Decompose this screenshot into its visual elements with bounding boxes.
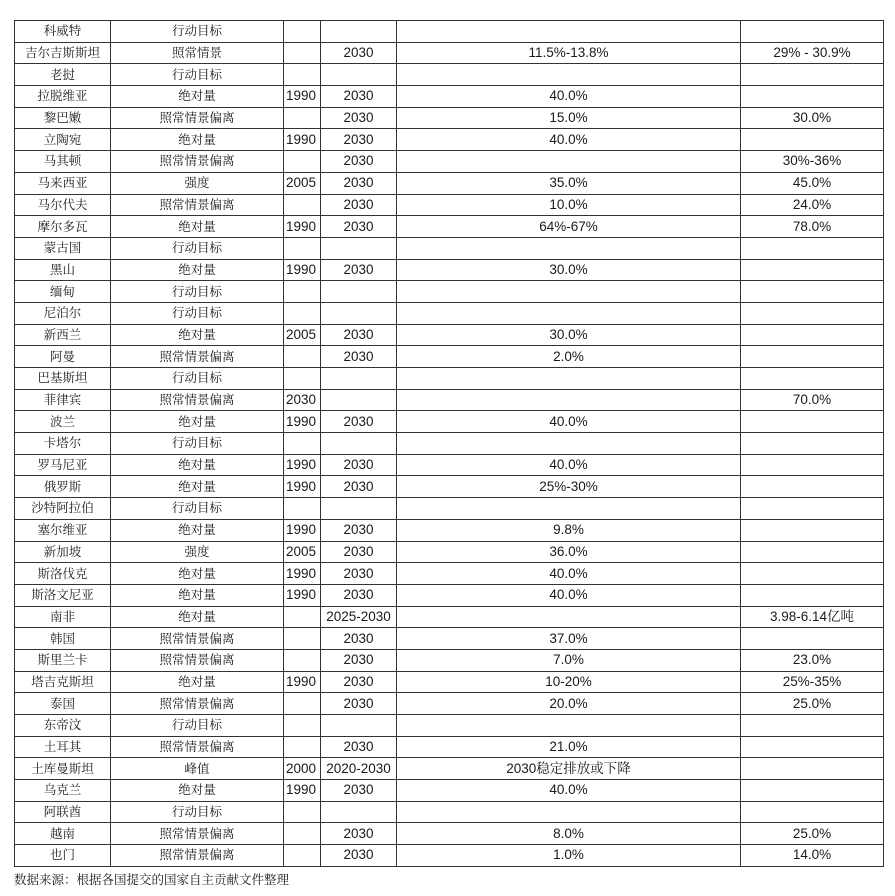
target-year-cell — [321, 715, 397, 737]
unconditional-target-cell: 1.0% — [397, 845, 741, 867]
base-year-cell — [284, 368, 321, 390]
target-year-cell: 2030 — [321, 693, 397, 715]
target-year-cell: 2020-2030 — [321, 758, 397, 780]
unconditional-target-cell: 40.0% — [397, 454, 741, 476]
target-type-cell: 绝对量 — [111, 671, 284, 693]
table-row — [15, 64, 884, 86]
table-row — [15, 606, 884, 628]
conditional-target-cell — [741, 758, 884, 780]
target-year-cell — [321, 498, 397, 520]
target-type-cell: 绝对量 — [111, 86, 284, 108]
base-year-cell: 1990 — [284, 129, 321, 151]
country-cell: 波兰 — [15, 411, 111, 433]
table-row — [15, 649, 884, 671]
target-type-cell: 照常情景偏离 — [111, 346, 284, 368]
table-row — [15, 693, 884, 715]
base-year-cell: 2030 — [284, 389, 321, 411]
base-year-cell — [284, 281, 321, 303]
base-year-cell: 2005 — [284, 541, 321, 563]
target-type-cell: 行动目标 — [111, 64, 284, 86]
base-year-cell: 2005 — [284, 172, 321, 194]
country-cell: 立陶宛 — [15, 129, 111, 151]
table-row — [15, 801, 884, 823]
target-year-cell: 2030 — [321, 324, 397, 346]
target-type-cell: 照常情景偏离 — [111, 628, 284, 650]
country-cell: 韩国 — [15, 628, 111, 650]
conditional-target-cell: 25.0% — [741, 823, 884, 845]
unconditional-target-cell — [397, 801, 741, 823]
table-row — [15, 107, 884, 129]
target-year-cell: 2030 — [321, 563, 397, 585]
country-cell: 摩尔多瓦 — [15, 216, 111, 238]
table-row — [15, 86, 884, 108]
unconditional-target-cell: 40.0% — [397, 411, 741, 433]
table-row — [15, 541, 884, 563]
unconditional-target-cell — [397, 64, 741, 86]
country-cell: 乌克兰 — [15, 780, 111, 802]
country-cell: 黎巴嫩 — [15, 107, 111, 129]
target-year-cell: 2030 — [321, 129, 397, 151]
base-year-cell: 1990 — [284, 259, 321, 281]
base-year-cell — [284, 606, 321, 628]
base-year-cell: 1990 — [284, 780, 321, 802]
table-row — [15, 563, 884, 585]
country-cell: 巴基斯坦 — [15, 368, 111, 390]
unconditional-target-cell: 30.0% — [397, 259, 741, 281]
conditional-target-cell — [741, 563, 884, 585]
conditional-target-cell — [741, 346, 884, 368]
table-row — [15, 151, 884, 173]
unconditional-target-cell: 10.0% — [397, 194, 741, 216]
table-row — [15, 129, 884, 151]
unconditional-target-cell — [397, 606, 741, 628]
base-year-cell: 1990 — [284, 563, 321, 585]
country-cell: 斯洛伐克 — [15, 563, 111, 585]
target-year-cell: 2030 — [321, 845, 397, 867]
conditional-target-cell — [741, 780, 884, 802]
target-type-cell: 照常情景偏离 — [111, 389, 284, 411]
target-type-cell: 行动目标 — [111, 21, 284, 43]
table-row — [15, 584, 884, 606]
target-year-cell — [321, 302, 397, 324]
country-cell: 马尔代夫 — [15, 194, 111, 216]
target-year-cell: 2030 — [321, 454, 397, 476]
table-row — [15, 302, 884, 324]
target-type-cell: 绝对量 — [111, 411, 284, 433]
unconditional-target-cell: 25%-30% — [397, 476, 741, 498]
target-type-cell: 行动目标 — [111, 433, 284, 455]
target-year-cell — [321, 64, 397, 86]
table-row — [15, 194, 884, 216]
target-year-cell: 2030 — [321, 107, 397, 129]
table-row — [15, 758, 884, 780]
target-year-cell — [321, 281, 397, 303]
unconditional-target-cell — [397, 281, 741, 303]
base-year-cell — [284, 628, 321, 650]
country-cell: 菲律宾 — [15, 389, 111, 411]
base-year-cell — [284, 302, 321, 324]
table-row — [15, 845, 884, 867]
target-year-cell — [321, 21, 397, 43]
table-row — [15, 42, 884, 64]
conditional-target-cell: 25.0% — [741, 693, 884, 715]
base-year-cell: 1990 — [284, 411, 321, 433]
conditional-target-cell — [741, 736, 884, 758]
unconditional-target-cell: 21.0% — [397, 736, 741, 758]
target-year-cell: 2030 — [321, 151, 397, 173]
country-cell: 斯里兰卡 — [15, 649, 111, 671]
base-year-cell — [284, 823, 321, 845]
table-row — [15, 172, 884, 194]
unconditional-target-cell: 20.0% — [397, 693, 741, 715]
target-year-cell — [321, 801, 397, 823]
target-year-cell: 2030 — [321, 216, 397, 238]
target-type-cell: 行动目标 — [111, 368, 284, 390]
base-year-cell — [284, 21, 321, 43]
conditional-target-cell — [741, 433, 884, 455]
target-year-cell: 2030 — [321, 649, 397, 671]
table-row — [15, 671, 884, 693]
table-row — [15, 389, 884, 411]
country-cell: 东帝汶 — [15, 715, 111, 737]
source-note: 数据来源：根据各国提交的国家自主贡献文件整理 — [14, 872, 290, 887]
conditional-target-cell — [741, 715, 884, 737]
base-year-cell — [284, 498, 321, 520]
target-type-cell: 绝对量 — [111, 324, 284, 346]
unconditional-target-cell — [397, 715, 741, 737]
country-cell: 阿联酋 — [15, 801, 111, 823]
conditional-target-cell — [741, 64, 884, 86]
conditional-target-cell: 14.0% — [741, 845, 884, 867]
base-year-cell: 1990 — [284, 519, 321, 541]
table-row — [15, 324, 884, 346]
target-type-cell: 照常情景偏离 — [111, 649, 284, 671]
target-type-cell: 绝对量 — [111, 606, 284, 628]
country-cell: 科威特 — [15, 21, 111, 43]
conditional-target-cell — [741, 476, 884, 498]
conditional-target-cell — [741, 454, 884, 476]
unconditional-target-cell: 7.0% — [397, 649, 741, 671]
country-cell: 罗马尼亚 — [15, 454, 111, 476]
table-row — [15, 628, 884, 650]
target-year-cell: 2030 — [321, 823, 397, 845]
target-year-cell: 2030 — [321, 541, 397, 563]
base-year-cell: 1990 — [284, 584, 321, 606]
target-type-cell: 绝对量 — [111, 519, 284, 541]
unconditional-target-cell: 37.0% — [397, 628, 741, 650]
conditional-target-cell: 3.98-6.14亿吨 — [741, 606, 884, 628]
unconditional-target-cell: 40.0% — [397, 563, 741, 585]
base-year-cell: 2000 — [284, 758, 321, 780]
target-year-cell: 2030 — [321, 584, 397, 606]
base-year-cell — [284, 736, 321, 758]
table-row — [15, 476, 884, 498]
target-year-cell — [321, 433, 397, 455]
conditional-target-cell: 24.0% — [741, 194, 884, 216]
conditional-target-cell — [741, 801, 884, 823]
target-type-cell: 绝对量 — [111, 216, 284, 238]
target-year-cell: 2030 — [321, 194, 397, 216]
unconditional-target-cell — [397, 368, 741, 390]
base-year-cell: 2005 — [284, 324, 321, 346]
table-row — [15, 519, 884, 541]
conditional-target-cell: 23.0% — [741, 649, 884, 671]
table-row — [15, 237, 884, 259]
table-row — [15, 216, 884, 238]
table-row — [15, 21, 884, 43]
base-year-cell — [284, 64, 321, 86]
conditional-target-cell — [741, 86, 884, 108]
target-type-cell: 绝对量 — [111, 129, 284, 151]
base-year-cell — [284, 433, 321, 455]
base-year-cell — [284, 151, 321, 173]
target-type-cell: 照常情景偏离 — [111, 151, 284, 173]
target-type-cell: 行动目标 — [111, 801, 284, 823]
target-type-cell: 峰值 — [111, 758, 284, 780]
target-year-cell: 2030 — [321, 628, 397, 650]
conditional-target-cell — [741, 302, 884, 324]
target-year-cell — [321, 389, 397, 411]
target-year-cell: 2030 — [321, 86, 397, 108]
country-cell: 阿曼 — [15, 346, 111, 368]
unconditional-target-cell: 8.0% — [397, 823, 741, 845]
table-row — [15, 411, 884, 433]
conditional-target-cell — [741, 237, 884, 259]
unconditional-target-cell — [397, 389, 741, 411]
target-year-cell: 2030 — [321, 346, 397, 368]
country-cell: 越南 — [15, 823, 111, 845]
table-row — [15, 433, 884, 455]
target-type-cell: 照常情景偏离 — [111, 693, 284, 715]
country-cell: 缅甸 — [15, 281, 111, 303]
unconditional-target-cell: 35.0% — [397, 172, 741, 194]
table-row — [15, 259, 884, 281]
target-type-cell: 行动目标 — [111, 302, 284, 324]
target-year-cell: 2030 — [321, 736, 397, 758]
base-year-cell — [284, 237, 321, 259]
unconditional-target-cell: 10-20% — [397, 671, 741, 693]
target-type-cell: 行动目标 — [111, 281, 284, 303]
target-year-cell: 2030 — [321, 476, 397, 498]
conditional-target-cell — [741, 368, 884, 390]
country-cell: 俄罗斯 — [15, 476, 111, 498]
target-type-cell: 照常情景 — [111, 42, 284, 64]
conditional-target-cell — [741, 281, 884, 303]
target-type-cell: 强度 — [111, 541, 284, 563]
target-type-cell: 照常情景偏离 — [111, 194, 284, 216]
country-cell: 新西兰 — [15, 324, 111, 346]
country-cell: 土库曼斯坦 — [15, 758, 111, 780]
unconditional-target-cell: 2.0% — [397, 346, 741, 368]
base-year-cell — [284, 845, 321, 867]
country-cell: 泰国 — [15, 693, 111, 715]
unconditional-target-cell: 40.0% — [397, 129, 741, 151]
country-cell: 马其顿 — [15, 151, 111, 173]
country-cell: 土耳其 — [15, 736, 111, 758]
target-year-cell: 2030 — [321, 780, 397, 802]
ndc-target-table — [14, 20, 884, 867]
country-cell: 塞尔维亚 — [15, 519, 111, 541]
conditional-target-cell — [741, 411, 884, 433]
target-type-cell: 照常情景偏离 — [111, 845, 284, 867]
table-row — [15, 736, 884, 758]
base-year-cell — [284, 715, 321, 737]
unconditional-target-cell: 40.0% — [397, 584, 741, 606]
table-row — [15, 454, 884, 476]
country-cell: 斯洛文尼亚 — [15, 584, 111, 606]
country-cell: 黑山 — [15, 259, 111, 281]
conditional-target-cell: 25%-35% — [741, 671, 884, 693]
base-year-cell — [284, 107, 321, 129]
target-type-cell: 绝对量 — [111, 454, 284, 476]
conditional-target-cell — [741, 628, 884, 650]
target-year-cell: 2030 — [321, 42, 397, 64]
country-cell: 老挝 — [15, 64, 111, 86]
base-year-cell — [284, 801, 321, 823]
base-year-cell — [284, 649, 321, 671]
unconditional-target-cell — [397, 498, 741, 520]
target-year-cell: 2025-2030 — [321, 606, 397, 628]
table-body — [15, 21, 884, 867]
target-type-cell: 照常情景偏离 — [111, 823, 284, 845]
conditional-target-cell: 30.0% — [741, 107, 884, 129]
unconditional-target-cell — [397, 302, 741, 324]
unconditional-target-cell — [397, 433, 741, 455]
conditional-target-cell: 29% - 30.9% — [741, 42, 884, 64]
target-year-cell: 2030 — [321, 519, 397, 541]
unconditional-target-cell: 64%-67% — [397, 216, 741, 238]
conditional-target-cell: 78.0% — [741, 216, 884, 238]
target-type-cell: 绝对量 — [111, 563, 284, 585]
table-row — [15, 368, 884, 390]
target-year-cell: 2030 — [321, 172, 397, 194]
target-type-cell: 绝对量 — [111, 780, 284, 802]
country-cell: 马来西亚 — [15, 172, 111, 194]
target-type-cell: 绝对量 — [111, 584, 284, 606]
unconditional-target-cell: 2030稳定排放或下降 — [397, 758, 741, 780]
country-cell: 南非 — [15, 606, 111, 628]
base-year-cell: 1990 — [284, 671, 321, 693]
unconditional-target-cell — [397, 21, 741, 43]
country-cell: 尼泊尔 — [15, 302, 111, 324]
target-type-cell: 行动目标 — [111, 237, 284, 259]
country-cell: 拉脱维亚 — [15, 86, 111, 108]
base-year-cell — [284, 194, 321, 216]
table-row — [15, 823, 884, 845]
unconditional-target-cell: 40.0% — [397, 780, 741, 802]
target-type-cell: 绝对量 — [111, 476, 284, 498]
base-year-cell — [284, 693, 321, 715]
conditional-target-cell — [741, 541, 884, 563]
table-row — [15, 281, 884, 303]
country-cell: 也门 — [15, 845, 111, 867]
conditional-target-cell: 70.0% — [741, 389, 884, 411]
conditional-target-cell: 45.0% — [741, 172, 884, 194]
target-type-cell: 行动目标 — [111, 498, 284, 520]
table-row — [15, 780, 884, 802]
target-type-cell: 照常情景偏离 — [111, 107, 284, 129]
base-year-cell: 1990 — [284, 454, 321, 476]
conditional-target-cell: 30%-36% — [741, 151, 884, 173]
target-type-cell: 绝对量 — [111, 259, 284, 281]
target-type-cell: 强度 — [111, 172, 284, 194]
target-year-cell — [321, 368, 397, 390]
target-type-cell: 照常情景偏离 — [111, 736, 284, 758]
country-cell: 塔吉克斯坦 — [15, 671, 111, 693]
conditional-target-cell — [741, 129, 884, 151]
base-year-cell: 1990 — [284, 216, 321, 238]
unconditional-target-cell: 36.0% — [397, 541, 741, 563]
target-year-cell — [321, 237, 397, 259]
target-type-cell: 行动目标 — [111, 715, 284, 737]
country-cell: 新加坡 — [15, 541, 111, 563]
table-row — [15, 346, 884, 368]
base-year-cell: 1990 — [284, 86, 321, 108]
unconditional-target-cell: 30.0% — [397, 324, 741, 346]
country-cell: 沙特阿拉伯 — [15, 498, 111, 520]
ndc-table-container — [14, 20, 884, 867]
country-cell: 卡塔尔 — [15, 433, 111, 455]
unconditional-target-cell — [397, 237, 741, 259]
conditional-target-cell — [741, 584, 884, 606]
country-cell: 蒙古国 — [15, 237, 111, 259]
unconditional-target-cell — [397, 151, 741, 173]
table-row — [15, 715, 884, 737]
base-year-cell — [284, 42, 321, 64]
target-year-cell: 2030 — [321, 411, 397, 433]
target-year-cell: 2030 — [321, 671, 397, 693]
base-year-cell: 1990 — [284, 476, 321, 498]
base-year-cell — [284, 346, 321, 368]
conditional-target-cell — [741, 259, 884, 281]
target-year-cell: 2030 — [321, 259, 397, 281]
conditional-target-cell — [741, 21, 884, 43]
table-row — [15, 498, 884, 520]
country-cell: 吉尔吉斯斯坦 — [15, 42, 111, 64]
unconditional-target-cell: 11.5%-13.8% — [397, 42, 741, 64]
unconditional-target-cell: 40.0% — [397, 86, 741, 108]
conditional-target-cell — [741, 498, 884, 520]
unconditional-target-cell: 15.0% — [397, 107, 741, 129]
conditional-target-cell — [741, 519, 884, 541]
unconditional-target-cell: 9.8% — [397, 519, 741, 541]
conditional-target-cell — [741, 324, 884, 346]
